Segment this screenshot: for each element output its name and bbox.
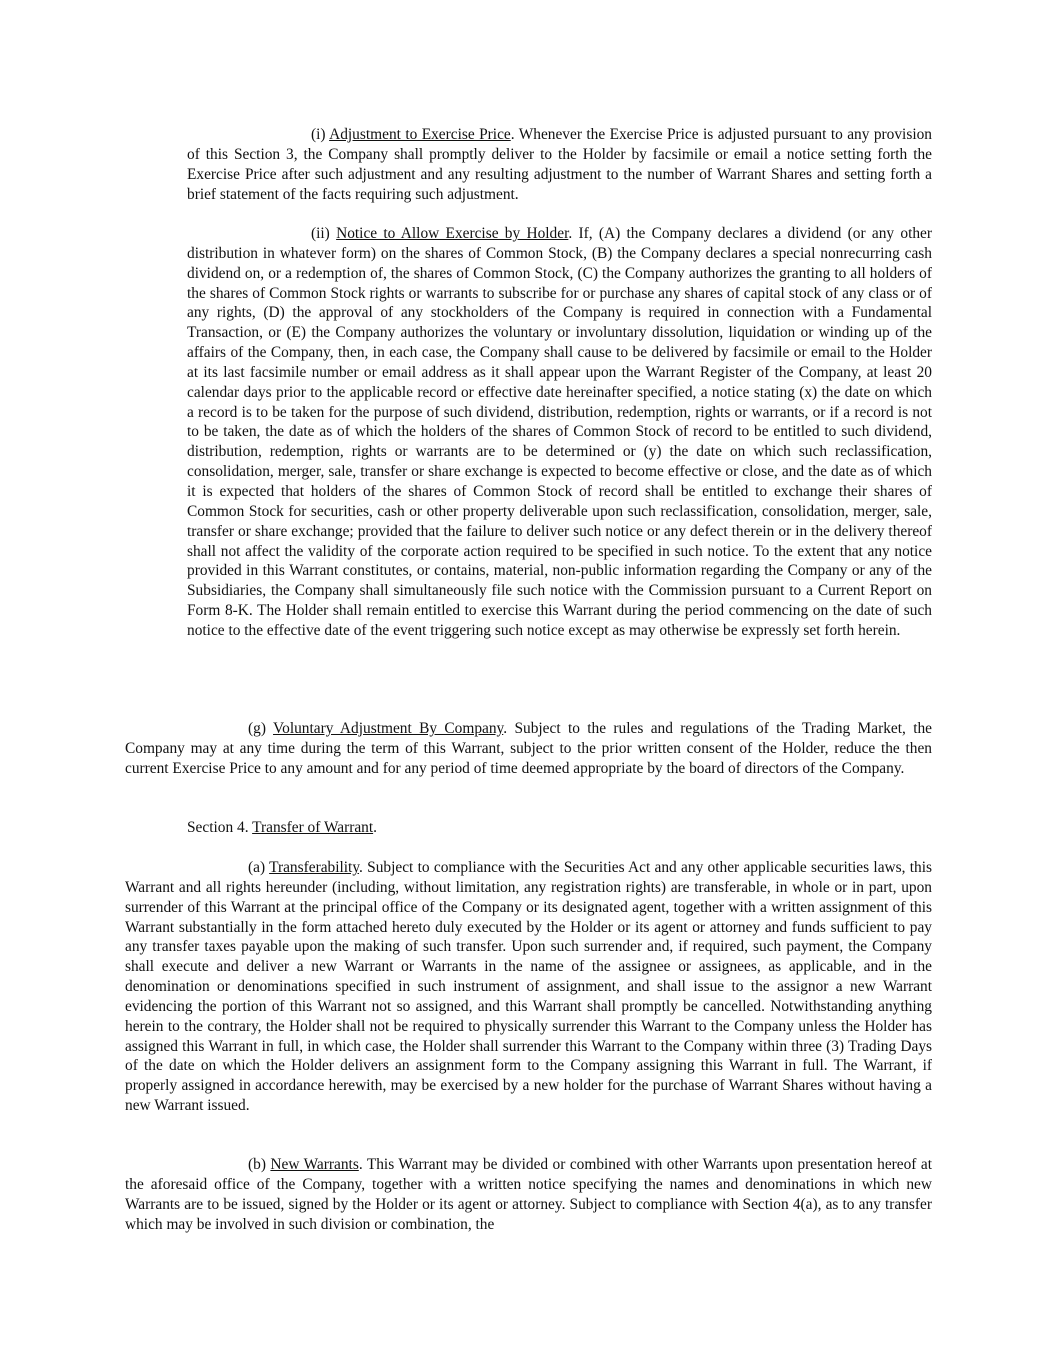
section-heading-transfer-of-warrant [187,818,377,838]
paragraph-title: Voluntary Adjustment By Company [273,720,504,737]
paragraph-lead: (g) [248,720,274,737]
paragraph-lead: (ii) [311,225,337,242]
section-heading-tail: . [373,819,377,836]
paragraph-lead: (b) [248,1156,271,1173]
paragraph-body: . If, (A) the Company declares a dividend (or any other distribution in whatever form) on the shares of Common Stock, (B) the Company declares a special nonrecurring cash dividend on, or a redemption of, the shares of Common Stock, (C) the Company authorizes the granting to all holders of the shares of Common Stock rights or warrants to subscribe for or purchase any shares of capital stock of any class or of any rights, (D) the approval of any stockholders of the Company is required in connection with a Fundamental Transaction, or (E) the Company authorizes the voluntary or involuntary dissolution, liquidation or winding up of the affairs of the Company, then, in each case, the Company shall cause to be delivered by facsimile or email to the Holder at its last facsimile number or email address as it shall appear upon the Warrant Register of the Company, at least 20 calendar days prior to the applicable record or effective date hereinafter specified, a notice stating (x) the date on which a record is to be taken for the purpose of such dividend, distribution, redemption, rights or warrants, or if a record is not to be taken, the date as of which the holders of the shares of Common Stock of record to be entitled to such dividend, distribution, redemption, rights or warrants are to be determined or (y) the date on which such reclassification, consolidation, merger, sale, transfer or share exchange is expected to become effective or close, and the date as of which it is expected that holders of the shares of Common Stock of record shall be entitled to exchange their shares of Common Stock for securities, cash or other property deliverable upon such reclassification, consolidation, merger, sale, transfer or share exchange; provided that the failure to deliver such notice or any defect therein or in the delivery thereof shall not affect the validity of the corporate action required to be specified in such notice. To the extent that any notice provided in this Warrant constitutes, or contains, material, non-public information regarding the Company or any of the Subsidiaries, the Company shall simultaneously file such notice with the Commission pursuant to a Current Report on Form 8-K. The Holder shall remain entitled to exercise this Warrant during the period commencing on the date of such notice to the effective date of the event triggering such notice except as may otherwise be expressly set forth herein. [187,225,933,639]
paragraph-notice-to-allow-exercise [187,224,932,641]
paragraph-lead: (i) [311,126,330,143]
paragraph-transferability [125,858,932,1116]
paragraph-title: Transferability [269,859,360,876]
paragraph-lead: (a) [248,859,270,876]
paragraph-new-warrants [125,1155,932,1234]
paragraph-adjustment-to-exercise-price [187,125,932,204]
paragraph-body: . Subject to the rules and regulations of the Trading Market, the Company may at any time during the term of this Warrant, subject to the prior written consent of the Holder, reduce the then current Exercise Price to any amount and for any period of time deemed appropriate by the board of directors of the Company. [125,720,932,777]
paragraph-body: . This Warrant may be divided or combined with other Warrants upon presentation hereof at the aforesaid office of the Company, together with a written notice specifying the names and denominations in which new Warrants are to be issued, signed by the Holder or its agent or attorney. Subject to compliance with Section 4(a), as to any transfer which may be involved in such division or combination, the [125,1156,932,1233]
section-heading-lead: Section 4. [187,819,253,836]
paragraph-title: Adjustment to Exercise Price [329,126,511,143]
paragraph-body: . Whenever the Exercise Price is adjusted pursuant to any provision of this Section 3, the Company shall promptly deliver to the Holder by facsimile or email a notice setting forth the Exercise Price after such adjustment and any resulting adjustment to the number of Warrant Shares and setting forth a brief statement of the facts requiring such adjustment. [187,126,932,203]
paragraph-title: New Warrants [270,1156,359,1173]
section-heading-title: Transfer of Warrant [252,819,374,836]
paragraph-body: . Subject to compliance with the Securities Act and any other applicable securities laws, this Warrant and all rights hereunder (including, without limitation, any registration rights) are transferable, in whole or in part, upon surrender of this Warrant at the principal office of the Company or its designated agent, together with a written assignment of this Warrant substantially in the form attached hereto duly executed by the Holder or its agent or attorney and funds sufficient to pay any transfer taxes payable upon the making of such transfer. Upon such surrender and, if required, such payment, the Company shall execute and deliver a new Warrant or Warrants in the name of the assignee or assignees, as applicable, and in the denomination or denominations specified in such instrument of assignment, and shall issue to the assignor a new Warrant evidencing the portion of this Warrant not so assigned, and this Warrant shall promptly be cancelled. Notwithstanding anything herein to the contrary, the Holder shall not be required to physically surrender this Warrant to the Company unless the Holder has assigned this Warrant in full, in which case, the Holder shall surrender this Warrant to the Company within three (3) Trading Days of the date on which the Holder delivers an assignment form to the Company assigning this Warrant in full. The Warrant, if properly assigned in accordance herewith, may be exercised by a new holder for the purchase of Warrant Shares without having a new Warrant issued. [125,859,933,1115]
paragraph-voluntary-adjustment [125,719,932,779]
paragraph-title: Notice to Allow Exercise by Holder [336,225,569,242]
